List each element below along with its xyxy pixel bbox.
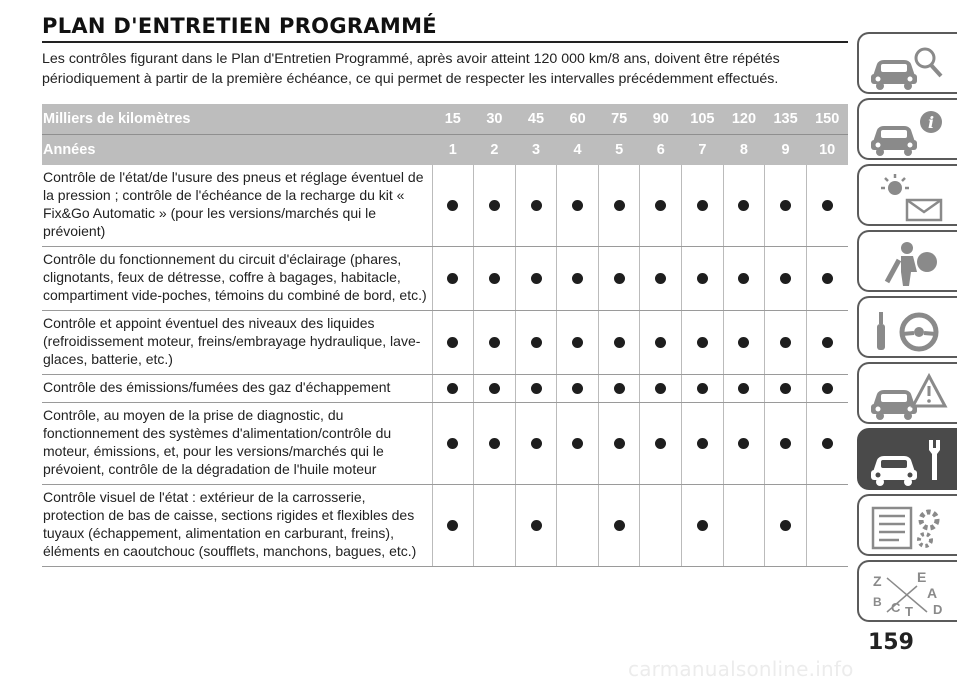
scheduled-check-dot	[447, 383, 458, 394]
header-row-years	[42, 135, 848, 166]
scheduled-check-dot	[697, 520, 708, 531]
scheduled-check-dot	[572, 337, 583, 348]
sidebar-tab-car-wrench-maintenance[interactable]	[857, 428, 957, 490]
scheduled-check-dot	[738, 200, 749, 211]
schedule-cell	[806, 311, 848, 375]
scheduled-check-dot	[822, 383, 833, 394]
svg-text:C: C	[891, 600, 901, 615]
scheduled-check-dot	[697, 438, 708, 449]
scheduled-check-dot	[655, 337, 666, 348]
sidebar-tab-airbag-passenger[interactable]	[857, 230, 957, 292]
scheduled-check-dot	[697, 273, 708, 284]
schedule-cell	[806, 403, 848, 485]
header-km-value: 15	[432, 104, 474, 135]
scheduled-check-dot	[697, 337, 708, 348]
table-row	[42, 165, 848, 247]
scheduled-check-dot	[780, 200, 791, 211]
schedule-cell	[515, 403, 557, 485]
scheduled-check-dot	[655, 438, 666, 449]
header-year-value: 10	[806, 135, 848, 166]
intro-line: périodiquement à partir de la première échéance, ce qui permet de respecter les intervalles précédemment effectués.	[42, 71, 779, 87]
header-km-value: 105	[682, 104, 724, 135]
check-description: Contrôle de l'état/de l'usure des pneus et réglage éventuel de la pression ; contrôle de l'échéance de la recharge du kit « Fix&Go Automatic » (pour les versions/marchés qui le prévoient)	[42, 165, 432, 247]
scheduled-check-dot	[531, 438, 542, 449]
intro-line: Les contrôles figurant dans le Plan d'Entretien Programmé, après avoir atteint 120 000 km/8 ans, doivent être répétés	[42, 51, 780, 67]
schedule-rows	[42, 165, 848, 567]
scheduled-check-dot	[697, 383, 708, 394]
scheduled-check-dot	[780, 438, 791, 449]
schedule-cell	[515, 165, 557, 247]
schedule-cell	[723, 375, 765, 403]
schedule-cell	[806, 485, 848, 567]
scheduled-check-dot	[614, 438, 625, 449]
schedule-cell	[598, 247, 640, 311]
schedule-cell	[515, 247, 557, 311]
schedule-cell	[598, 165, 640, 247]
header-year-value: 2	[474, 135, 516, 166]
schedule-cell	[640, 311, 682, 375]
sidebar-tab-key-steering-wheel[interactable]	[857, 296, 957, 358]
scheduled-check-dot	[447, 273, 458, 284]
schedule-cell	[598, 403, 640, 485]
schedule-cell	[640, 403, 682, 485]
schedule-cell	[765, 403, 807, 485]
header-km-value: 150	[806, 104, 848, 135]
header-km-value: 135	[765, 104, 807, 135]
svg-text:T: T	[905, 604, 913, 619]
schedule-cell	[474, 247, 516, 311]
header-km-value: 45	[515, 104, 557, 135]
schedule-cell	[723, 485, 765, 567]
schedule-cell	[432, 247, 474, 311]
schedule-cell	[557, 485, 599, 567]
scheduled-check-dot	[447, 438, 458, 449]
scheduled-check-dot	[697, 200, 708, 211]
header-year-value: 5	[598, 135, 640, 166]
schedule-cell	[682, 247, 724, 311]
sidebar-tab-car-info[interactable]	[857, 98, 957, 160]
scheduled-check-dot	[572, 383, 583, 394]
schedule-cell	[682, 311, 724, 375]
schedule-cell	[557, 403, 599, 485]
scheduled-check-dot	[489, 200, 500, 211]
sidebar-tab-car-breakdown-warning[interactable]	[857, 362, 957, 424]
svg-text:Z: Z	[873, 573, 882, 589]
schedule-cell	[557, 165, 599, 247]
schedule-cell	[806, 375, 848, 403]
scheduled-check-dot	[780, 383, 791, 394]
scheduled-check-dot	[655, 383, 666, 394]
schedule-cell	[682, 165, 724, 247]
scheduled-check-dot	[572, 200, 583, 211]
watermark: carmanualsonline.info	[628, 657, 854, 681]
header-year-value: 9	[765, 135, 807, 166]
header-km-value: 90	[640, 104, 682, 135]
scheduled-check-dot	[822, 273, 833, 284]
header-km-value: 30	[474, 104, 516, 135]
schedule-cell	[515, 485, 557, 567]
scheduled-check-dot	[531, 273, 542, 284]
scheduled-check-dot	[780, 337, 791, 348]
header-km-value: 75	[598, 104, 640, 135]
scheduled-check-dot	[489, 337, 500, 348]
schedule-cell	[640, 247, 682, 311]
scheduled-check-dot	[614, 200, 625, 211]
check-description: Contrôle du fonctionnement du circuit d'éclairage (phares, clignotants, feux de détresse, coffre à bagages, habitacle, compartiment vide-poches, témoins du combiné de bord, etc.)	[42, 247, 432, 311]
header-year-value: 8	[723, 135, 765, 166]
header-year-value: 3	[515, 135, 557, 166]
sidebar-tab-index-letters[interactable]	[857, 560, 957, 622]
table-row	[42, 375, 848, 403]
check-description: Contrôle visuel de l'état : extérieur de la carrosserie, protection de bas de caisse, sections rigides et flexibles des tuyaux (échappement, alimentation en carburant, freins), éléments en caoutchouc (soufflets, manchons, bagues, etc.)	[42, 485, 432, 567]
schedule-cell	[474, 403, 516, 485]
scheduled-check-dot	[614, 383, 625, 394]
scheduled-check-dot	[655, 200, 666, 211]
scheduled-check-dot	[572, 438, 583, 449]
schedule-cell	[640, 375, 682, 403]
svg-text:E: E	[917, 569, 927, 585]
schedule-cell	[474, 375, 516, 403]
header-year-value: 1	[432, 135, 474, 166]
page-title: PLAN D'ENTRETIEN PROGRAMMÉ	[42, 14, 437, 38]
header-km-value: 60	[557, 104, 599, 135]
check-description: Contrôle des émissions/fumées des gaz d'échappement	[42, 375, 432, 403]
header-year-value: 4	[557, 135, 599, 166]
page-number: 159	[868, 630, 914, 655]
header-km-value: 120	[723, 104, 765, 135]
schedule-cell	[640, 485, 682, 567]
schedule-cell	[723, 165, 765, 247]
scheduled-check-dot	[614, 337, 625, 348]
scheduled-check-dot	[614, 520, 625, 531]
table-row	[42, 403, 848, 485]
header-year-value: 6	[640, 135, 682, 166]
sidebar-tab-car-search[interactable]	[857, 32, 957, 94]
title-underline	[42, 41, 848, 43]
scheduled-check-dot	[489, 273, 500, 284]
scheduled-check-dot	[447, 520, 458, 531]
scheduled-check-dot	[780, 520, 791, 531]
scheduled-check-dot	[531, 383, 542, 394]
check-description: Contrôle, au moyen de la prise de diagnostic, du fonctionnement des systèmes d'alimentation/contrôle du moteur, émissions, et, pour les versions/marchés qui le prévoient, contrôle de la dégradation de l'huile moteur	[42, 403, 432, 485]
header-years-label: Années	[42, 135, 432, 166]
svg-text:i: i	[927, 113, 935, 132]
schedule-cell	[432, 403, 474, 485]
table-row	[42, 485, 848, 567]
scheduled-check-dot	[738, 337, 749, 348]
header-km-label: Milliers de kilomètres	[42, 104, 432, 135]
schedule-cell	[474, 311, 516, 375]
schedule-cell	[765, 485, 807, 567]
schedule-cell	[765, 165, 807, 247]
svg-text:A: A	[927, 585, 938, 601]
schedule-cell	[432, 165, 474, 247]
schedule-cell	[598, 485, 640, 567]
scheduled-check-dot	[531, 337, 542, 348]
schedule-cell	[557, 375, 599, 403]
schedule-cell	[432, 311, 474, 375]
schedule-cell	[723, 311, 765, 375]
schedule-cell	[723, 247, 765, 311]
scheduled-check-dot	[614, 273, 625, 284]
scheduled-check-dot	[572, 273, 583, 284]
schedule-cell	[765, 375, 807, 403]
schedule-cell	[682, 403, 724, 485]
scheduled-check-dot	[489, 383, 500, 394]
svg-text:B: B	[873, 595, 882, 609]
scheduled-check-dot	[531, 520, 542, 531]
schedule-cell	[474, 165, 516, 247]
sidebar-tab-warning-lights-message[interactable]	[857, 164, 957, 226]
schedule-cell	[557, 311, 599, 375]
schedule-cell	[557, 247, 599, 311]
schedule-cell	[598, 311, 640, 375]
schedule-cell	[682, 485, 724, 567]
schedule-cell	[723, 403, 765, 485]
header-row-kilometres	[42, 104, 848, 135]
schedule-cell	[432, 375, 474, 403]
scheduled-check-dot	[447, 200, 458, 211]
schedule-cell	[682, 375, 724, 403]
schedule-cell	[598, 375, 640, 403]
scheduled-check-dot	[447, 337, 458, 348]
scheduled-check-dot	[738, 383, 749, 394]
schedule-cell	[806, 247, 848, 311]
schedule-cell	[765, 247, 807, 311]
scheduled-check-dot	[738, 438, 749, 449]
scheduled-check-dot	[822, 438, 833, 449]
schedule-cell	[765, 311, 807, 375]
header-year-value: 7	[682, 135, 724, 166]
check-description: Contrôle et appoint éventuel des niveaux des liquides (refroidissement moteur, freins/embrayage hydraulique, lave-glaces, batterie, etc.)	[42, 311, 432, 375]
scheduled-check-dot	[531, 200, 542, 211]
schedule-cell	[515, 375, 557, 403]
schedule-cell	[806, 165, 848, 247]
table-row	[42, 247, 848, 311]
intro-paragraph	[42, 49, 848, 89]
scheduled-check-dot	[822, 200, 833, 211]
scheduled-check-dot	[655, 273, 666, 284]
schedule-cell	[432, 485, 474, 567]
table-row	[42, 311, 848, 375]
schedule-cell	[515, 311, 557, 375]
sidebar-tab-specifications-gear[interactable]	[857, 494, 957, 556]
maintenance-schedule-table	[42, 104, 848, 567]
schedule-cell	[640, 165, 682, 247]
svg-text:D: D	[933, 602, 943, 617]
scheduled-check-dot	[780, 273, 791, 284]
scheduled-check-dot	[489, 438, 500, 449]
scheduled-check-dot	[822, 337, 833, 348]
scheduled-check-dot	[738, 273, 749, 284]
schedule-cell	[474, 485, 516, 567]
